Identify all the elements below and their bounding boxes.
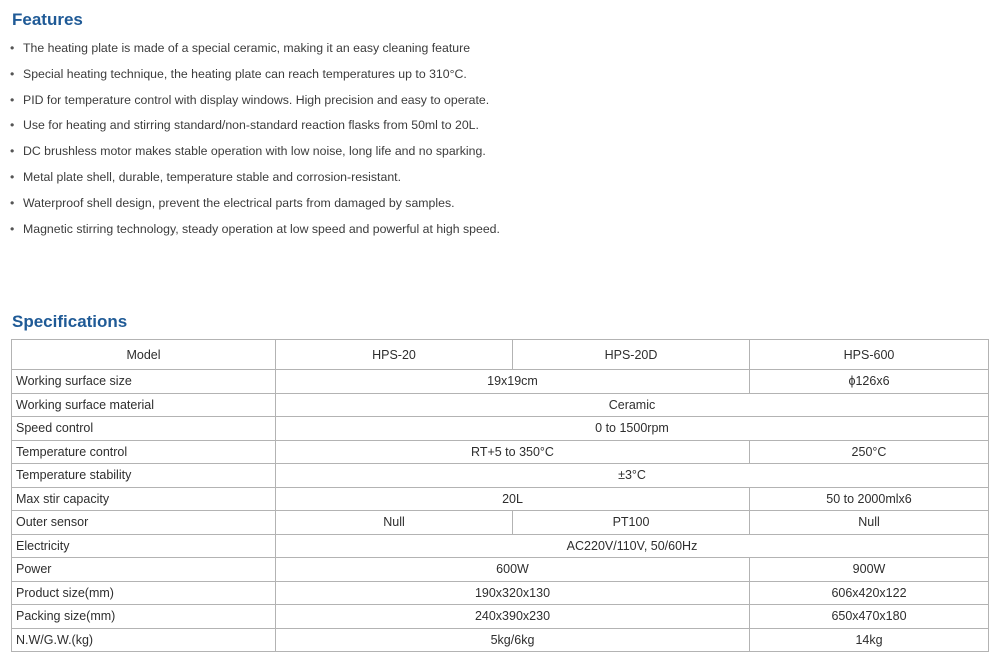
- table-row: [12, 440, 989, 464]
- header-model-name: HPS-20: [276, 340, 513, 370]
- table-row: [12, 511, 989, 535]
- spec-value: 19x19cm: [276, 370, 750, 394]
- spec-value: 20L: [276, 487, 750, 511]
- spec-value: 14kg: [750, 628, 989, 652]
- spec-value: Ceramic: [276, 393, 989, 417]
- spec-label: Max stir capacity: [12, 487, 276, 511]
- bullet-icon: •: [10, 66, 15, 81]
- table-row: [12, 534, 989, 558]
- spec-label: Electricity: [12, 534, 276, 558]
- bullet-icon: •: [10, 221, 15, 236]
- spec-label: Power: [12, 558, 276, 582]
- spec-label: Packing size(mm): [12, 605, 276, 629]
- table-row: [12, 487, 989, 511]
- spec-value: 50 to 2000mlx6: [750, 487, 989, 511]
- spec-value: 240x390x230: [276, 605, 750, 629]
- bullet-icon: •: [10, 144, 15, 159]
- spec-value: 0 to 1500rpm: [276, 417, 989, 441]
- bullet-icon: •: [10, 195, 15, 210]
- table-row: [12, 393, 989, 417]
- spec-label: Temperature stability: [12, 464, 276, 488]
- feature-text: Special heating technique, the heating plate can reach temperatures up to 310°C.: [23, 66, 467, 81]
- spec-value: 190x320x130: [276, 581, 750, 605]
- spec-value: 5kg/6kg: [276, 628, 750, 652]
- table-row: [12, 605, 989, 629]
- feature-text: Waterproof shell design, prevent the electrical parts from damaged by samples.: [23, 195, 455, 210]
- bullet-icon: •: [10, 92, 15, 107]
- table-row: [12, 581, 989, 605]
- feature-item: [10, 36, 910, 62]
- table-row: [12, 417, 989, 441]
- table-row: [12, 558, 989, 582]
- bullet-icon: •: [10, 41, 15, 55]
- feature-text: Use for heating and stirring standard/non-standard reaction flasks from 50ml to 20L.: [23, 118, 479, 133]
- spec-value: ±3°C: [276, 464, 989, 488]
- feature-text: PID for temperature control with display windows. High precision and easy to operate.: [23, 92, 490, 107]
- spec-label: Temperature control: [12, 440, 276, 464]
- spec-label: Outer sensor: [12, 511, 276, 535]
- table-header-row: [12, 340, 989, 370]
- header-model-name: HPS-20D: [513, 340, 750, 370]
- table-row: [12, 370, 989, 394]
- features-list: [10, 36, 910, 242]
- spec-value: Null: [276, 511, 513, 535]
- feature-text: Magnetic stirring technology, steady operation at low speed and powerful at high speed.: [23, 221, 500, 236]
- feature-text: The heating plate is made of a special ceramic, making it an easy cleaning feature: [23, 41, 471, 55]
- spec-value: PT100: [513, 511, 750, 535]
- spec-label: Speed control: [12, 417, 276, 441]
- spec-value: ϕ126x6: [750, 370, 989, 394]
- bullet-icon: •: [10, 118, 15, 133]
- specifications-table: [11, 339, 989, 652]
- feature-text: DC brushless motor makes stable operation with low noise, long life and no sparking.: [23, 144, 486, 159]
- spec-value: AC220V/110V, 50/60Hz: [276, 534, 989, 558]
- feature-text: Metal plate shell, durable, temperature stable and corrosion-resistant.: [23, 169, 401, 184]
- spec-value: 250°C: [750, 440, 989, 464]
- spec-label: Product size(mm): [12, 581, 276, 605]
- table-row: [12, 464, 989, 488]
- spec-value: Null: [750, 511, 989, 535]
- specifications-heading: Specifications: [12, 312, 128, 331]
- spec-label: Working surface size: [12, 370, 276, 394]
- spec-value: RT+5 to 350°C: [276, 440, 750, 464]
- spec-value: 650x470x180: [750, 605, 989, 629]
- feature-item: [10, 139, 910, 165]
- feature-item: [10, 217, 910, 243]
- table-row: [12, 628, 989, 652]
- feature-item: [10, 62, 910, 88]
- feature-item: [10, 165, 910, 191]
- feature-item: [10, 191, 910, 217]
- header-model-name: HPS-600: [750, 340, 989, 370]
- spec-label: N.W/G.W.(kg): [12, 628, 276, 652]
- features-heading: Features: [12, 10, 83, 29]
- bullet-icon: •: [10, 169, 15, 184]
- feature-item: [10, 113, 910, 139]
- feature-item: [10, 88, 910, 114]
- spec-value: 606x420x122: [750, 581, 989, 605]
- spec-label: Working surface material: [12, 393, 276, 417]
- header-model-label: Model: [12, 340, 276, 370]
- spec-value: 900W: [750, 558, 989, 582]
- spec-value: 600W: [276, 558, 750, 582]
